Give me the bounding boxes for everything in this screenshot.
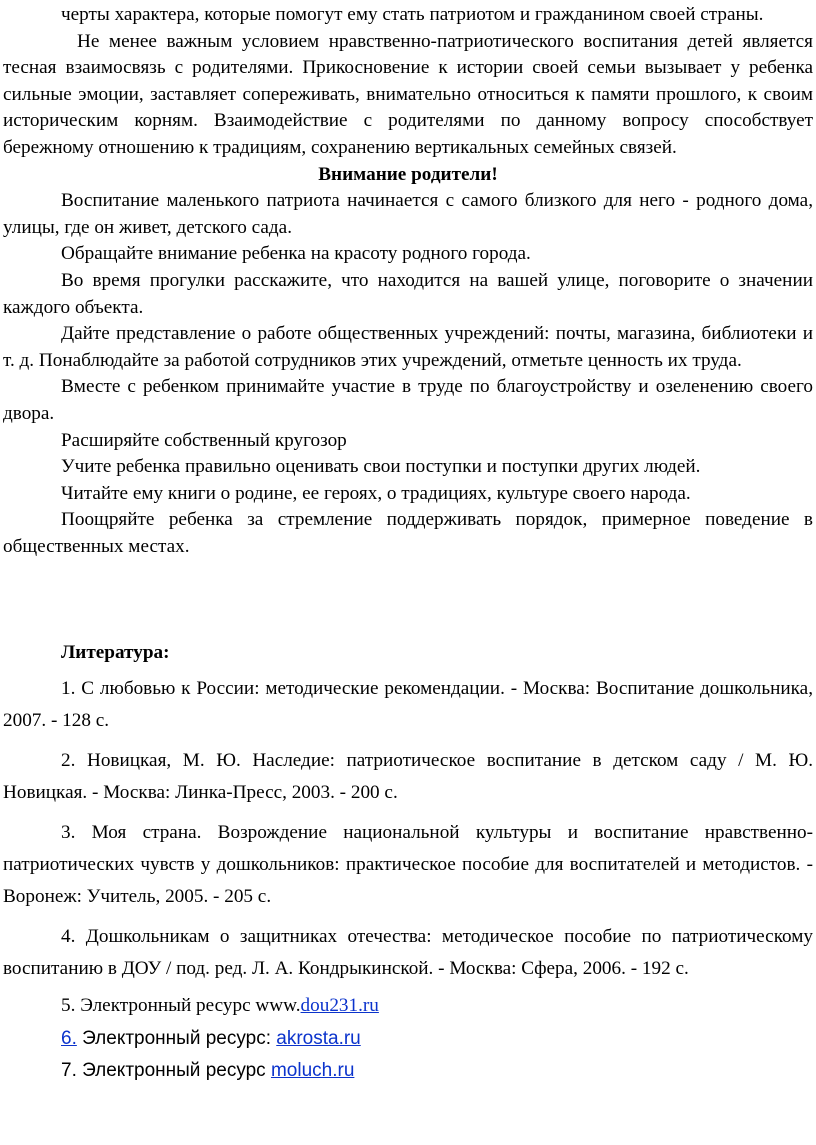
literature-heading: Литература: [61, 642, 170, 664]
resource-5-prefix: 5. Электронный ресурс www. [61, 995, 301, 1017]
resource-item-5 [3, 993, 813, 1020]
literature-item: 3. Моя страна. Возрождение национальной культуры и воспитание нравственно-патриотических чувств у дошкольников: практическое пособие для воспитателей и методистов. - Воронеж: Учитель, 2005. - 205 с. [3, 822, 813, 908]
advice-item: Воспитание маленького патриота начинается с самого близкого для него - родного дома, улицы, где он живет, детского сада. [3, 190, 813, 238]
advice-item: Вместе с ребенком принимайте участие в труде по благоустройству и озеленению своего двора. [3, 376, 813, 424]
resource-7-text: 7. Электронный ресурс [61, 1060, 271, 1082]
resource-6-text: Электронный ресурс: [76, 1027, 277, 1049]
literature-item: 2. Новицкая, М. Ю. Наследие: патриотическое воспитание в детском саду / М. Ю. Новицкая. - Москва: Линка-Пресс, 2003. - 200 с. [3, 750, 813, 804]
resource-7-link[interactable]: moluch.ru [270, 1060, 355, 1082]
advice-item: Учите ребенка правильно оценивать свои поступки и поступки других людей. [61, 456, 701, 478]
literature-item: 1. С любовью к России: методические рекомендации. - Москва: Воспитание дошкольника, 2007. - 128 с. [3, 678, 813, 732]
advice-item: Дайте представление о работе общественных учреждений: почты, магазина, библиотеки и т. д. Понаблюдайте за работой сотрудников этих учреждений, отметьте ценность их труда. [3, 323, 813, 371]
advice-item: Расширяйте собственный кругозор [61, 429, 347, 451]
advice-item: Поощряйте ребенка за стремление поддерживать порядок, примерное поведение в общественных местах. [3, 509, 813, 557]
intro-tail-paragraph: черты характера, которые помогут ему стать патриотом и гражданином своей страны. [61, 4, 764, 25]
resource-6-number-link[interactable]: 6. [61, 1027, 77, 1049]
attention-heading: Внимание родители! [318, 163, 498, 185]
advice-item: Читайте ему книги о родине, ее героях, о традициях, культуре своего народа. [61, 482, 691, 504]
advice-item: Обращайте внимание ребенка на красоту родного города. [61, 243, 531, 265]
resource-5-link[interactable]: dou231.ru [300, 995, 379, 1017]
resource-6-link[interactable]: akrosta.ru [276, 1027, 361, 1049]
advice-item: Во время прогулки расскажите, что находится на вашей улице, поговорите о значении каждого объекта. [3, 269, 813, 318]
resource-item-7 [3, 1058, 813, 1085]
literature-item: 4. Дошкольникам о защитниках отечества: методическое пособие по патриотическому воспитанию в ДОУ / под. ред. Л. А. Кондрыкинской. - Москва: Сфера, 2006. - 192 с. [3, 926, 813, 980]
parents-paragraph: Не менее важным условием нравственно-патриотического воспитания детей является тесная взаимосвязь с родителями. Прикосновение к истории своей семьи вызывает у ребенка сильные эмоции, заставляет сопереживать, внимательно относиться к памяти прошлого, к своим историческим корням. Взаимодействие с родителями по данному вопросу способствует бережному отношению к традициям, сохранению вертикальных семейных связей. [3, 30, 813, 158]
resource-item-6 [3, 1026, 813, 1053]
